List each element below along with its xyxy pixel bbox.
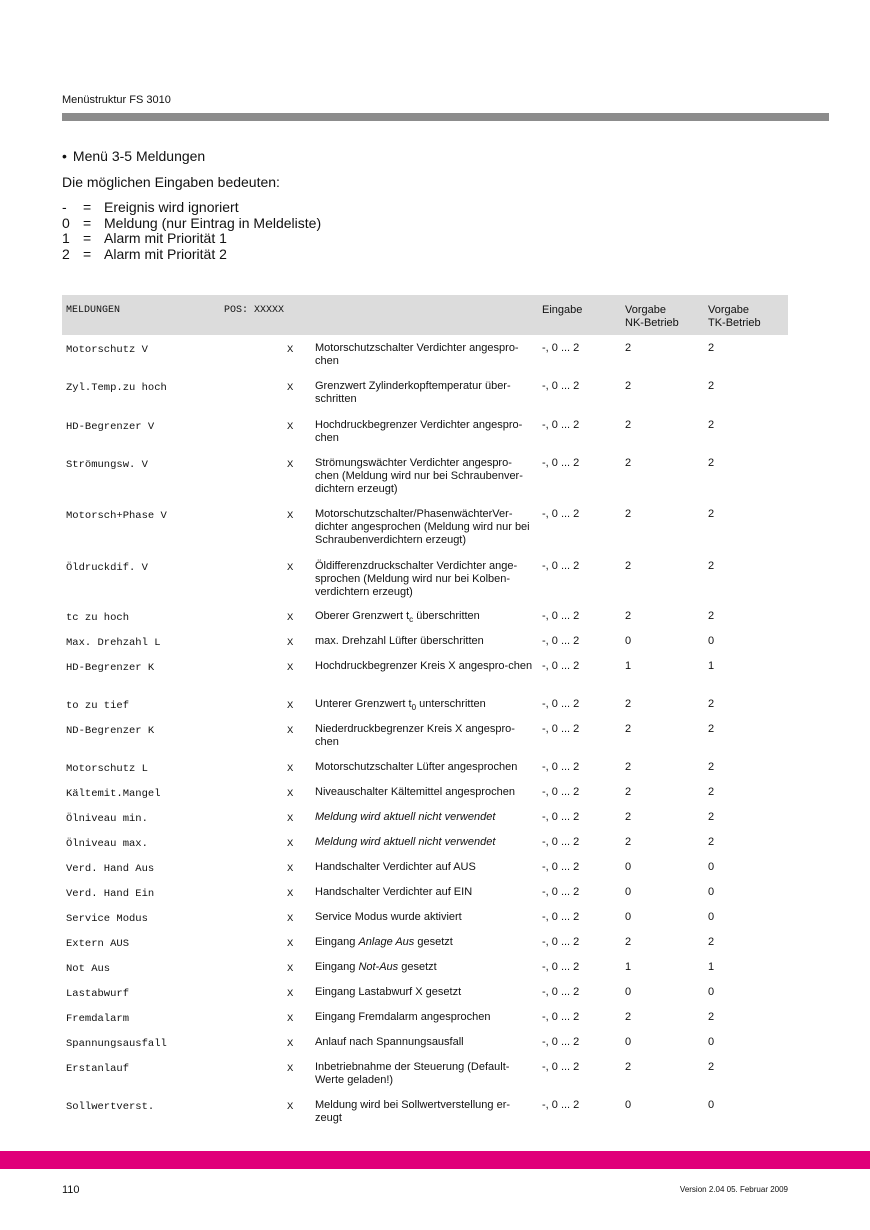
legend-list — [62, 200, 321, 262]
meldung-description: Motorschutzschalter Verdichter angespro-chen — [315, 342, 519, 367]
vorgabe-nk-value: 2 — [625, 508, 632, 520]
meldung-description: Inbetriebnahme der Steuerung (Default-Werte geladen!) — [315, 1061, 510, 1086]
vorgabe-tk-value: 0 — [708, 886, 715, 898]
pos-marker: X — [287, 700, 294, 712]
vorgabe-tk-value: 1 — [708, 660, 715, 672]
table-row — [62, 1092, 788, 1130]
vorgabe-nk-value: 1 — [625, 961, 632, 973]
header-meldungen: MELDUNGEN — [66, 305, 121, 316]
description-prefix: Unterer Grenzwert t — [315, 698, 412, 710]
eingabe-value: -, 0 ... 2 — [542, 1011, 580, 1023]
vorgabe-nk-value: 0 — [625, 1099, 632, 1111]
meldung-description: Strömungswächter Verdichter angespro-chen (Meldung wird nur bei Schraubenver-dichtern erzeugt) — [315, 457, 523, 495]
meldung-description: Niveauschalter Kältemittel angesprochen — [315, 786, 515, 798]
vorgabe-tk-value: 2 — [708, 419, 715, 431]
pos-marker: X — [287, 963, 294, 975]
eingabe-value: -, 0 ... 2 — [542, 457, 580, 469]
meldung-name: to zu tief — [66, 700, 130, 712]
legend-text: Meldung (nur Eintrag in Meldeliste) — [104, 214, 322, 231]
vorgabe-nk-value: 2 — [625, 419, 632, 431]
table-row — [62, 879, 788, 904]
pos-marker: X — [287, 637, 294, 649]
table-row — [62, 1029, 788, 1054]
vorgabe-nk-value: 2 — [625, 698, 632, 710]
vorgabe-tk-value: 2 — [708, 936, 715, 948]
legend-item — [62, 216, 321, 232]
meldung-name: Motorschutz V — [66, 344, 148, 356]
meldungen-table — [62, 295, 788, 1130]
meldung-name: Service Modus — [66, 913, 148, 925]
header-tk-line2: TK-Betrieb — [708, 317, 761, 329]
table-row — [62, 553, 788, 603]
vorgabe-nk-value: 2 — [625, 811, 632, 823]
table-row — [62, 954, 788, 979]
meldung-description: Öldifferenzdruckschalter Verdichter ange-sprochen (Meldung wird nur bei Kolben-verdichtern erzeugt) — [315, 560, 518, 598]
legend-equals: = — [83, 214, 92, 231]
page-number: 110 — [62, 1184, 80, 1196]
meldung-description: Meldung wird bei Sollwertverstellung er-zeugt — [315, 1099, 511, 1124]
meldung-description: Eingang Fremdalarm angesprochen — [315, 1011, 491, 1023]
legend-text: Alarm mit Priorität 1 — [104, 230, 227, 246]
pos-marker: X — [287, 838, 294, 850]
legend-code: - — [62, 199, 67, 215]
pos-marker: X — [287, 1101, 294, 1113]
legend-item — [62, 200, 321, 216]
vorgabe-nk-value: 0 — [625, 861, 632, 873]
eingabe-value: -, 0 ... 2 — [542, 560, 580, 572]
vorgabe-tk-value: 2 — [708, 560, 715, 572]
meldung-description: Anlauf nach Spannungsausfall — [315, 1036, 464, 1048]
table-row — [62, 854, 788, 879]
document-header-title: Menüstruktur FS 3010 — [62, 94, 171, 106]
meldung-description: Eingang Lastabwurf X gesetzt — [315, 986, 462, 998]
meldung-name: Not Aus — [66, 963, 111, 975]
vorgabe-tk-value: 2 — [708, 508, 715, 520]
vorgabe-tk-value: 0 — [708, 911, 715, 923]
meldung-name: tc zu hoch — [66, 612, 130, 624]
vorgabe-nk-value: 2 — [625, 1061, 632, 1073]
vorgabe-tk-value: 0 — [708, 861, 715, 873]
vorgabe-nk-value: 2 — [625, 457, 632, 469]
meldung-description: Handschalter Verdichter auf EIN — [315, 886, 473, 898]
meldung-description — [315, 836, 535, 849]
vorgabe-tk-value: 2 — [708, 610, 715, 622]
pos-marker: X — [287, 888, 294, 900]
table-row — [62, 904, 788, 929]
meldung-name: Öldruckdif. V — [66, 562, 148, 574]
table-row — [62, 1004, 788, 1029]
eingabe-value: -, 0 ... 2 — [542, 1036, 580, 1048]
meldung-name: Zyl.Temp.zu hoch — [66, 382, 167, 394]
vorgabe-tk-value: 2 — [708, 811, 715, 823]
meldung-description — [315, 936, 535, 949]
description-suffix: unterschritten — [416, 698, 486, 710]
eingabe-value: -, 0 ... 2 — [542, 986, 580, 998]
vorgabe-tk-value: 0 — [708, 1036, 715, 1048]
pos-marker: X — [287, 421, 294, 433]
eingabe-value: -, 0 ... 2 — [542, 419, 580, 431]
vorgabe-tk-value: 0 — [708, 1099, 715, 1111]
meldung-name: ND-Begrenzer K — [66, 725, 155, 737]
header-pos: POS: XXXXX — [224, 305, 285, 316]
pos-marker: X — [287, 562, 294, 574]
vorgabe-tk-value: 2 — [708, 380, 715, 392]
description-italic: Meldung wird aktuell nicht verwendet — [315, 811, 496, 823]
vorgabe-nk-value: 0 — [625, 911, 632, 923]
meldung-name: Spannungsausfall — [66, 1038, 167, 1050]
table-row — [62, 412, 788, 450]
vorgabe-tk-value: 2 — [708, 723, 715, 735]
eingabe-value: -, 0 ... 2 — [542, 836, 580, 848]
pos-marker: X — [287, 1063, 294, 1075]
meldung-description — [315, 698, 535, 714]
meldung-description: Handschalter Verdichter auf AUS — [315, 861, 476, 873]
description-prefix: Eingang — [315, 961, 359, 973]
table-row — [62, 779, 788, 804]
eingabe-value: -, 0 ... 2 — [542, 936, 580, 948]
meldung-name: Motorsch+Phase V — [66, 510, 167, 522]
meldung-description: Motorschutzschalter/PhasenwächterVer-dichter angesprochen (Meldung wird nur bei Schraubenverdichtern erzeugt) — [315, 508, 530, 546]
vorgabe-tk-value: 1 — [708, 961, 715, 973]
pos-marker: X — [287, 459, 294, 471]
section-title-text: Menü 3-5 Meldungen — [72, 148, 206, 164]
vorgabe-tk-value: 0 — [708, 635, 715, 647]
meldung-name: Fremdalarm — [66, 1013, 130, 1025]
pos-marker: X — [287, 725, 294, 737]
vorgabe-nk-value: 0 — [625, 1036, 632, 1048]
description-emphasis: Anlage Aus — [358, 936, 415, 948]
meldung-description: Motorschutzschalter Lüfter angesprochen — [315, 761, 518, 773]
meldung-description: Hochdruckbegrenzer Kreis X angespro-chen — [315, 660, 533, 672]
legend-code: 2 — [62, 245, 70, 262]
pos-marker: X — [287, 863, 294, 875]
vorgabe-tk-value: 0 — [708, 986, 715, 998]
legend-item — [62, 231, 321, 247]
eingabe-value: -, 0 ... 2 — [542, 911, 580, 923]
vorgabe-tk-value: 2 — [708, 342, 715, 354]
header-nk-line2: NK-Betrieb — [625, 317, 679, 329]
table-row — [62, 373, 788, 412]
vorgabe-tk-value: 2 — [708, 836, 715, 848]
vorgabe-tk-value: 2 — [708, 1011, 715, 1023]
eingabe-value: -, 0 ... 2 — [542, 723, 580, 735]
vorgabe-nk-value: 2 — [625, 786, 632, 798]
legend-equals: = — [83, 230, 92, 246]
pos-marker: X — [287, 913, 294, 925]
eingabe-value: -, 0 ... 2 — [542, 1061, 580, 1073]
vorgabe-nk-value: 2 — [625, 761, 632, 773]
table-row — [62, 628, 788, 653]
pos-marker: X — [287, 813, 294, 825]
vorgabe-nk-value: 1 — [625, 660, 632, 672]
legend-equals: = — [83, 199, 92, 215]
table-row — [62, 1054, 788, 1092]
meldung-description — [315, 610, 535, 626]
table-header — [62, 295, 788, 335]
header-vorgabe-nk — [625, 304, 679, 330]
pos-marker: X — [287, 1013, 294, 1025]
description-prefix: Eingang — [315, 936, 359, 948]
meldung-description: Service Modus wurde aktiviert — [315, 911, 462, 923]
vorgabe-nk-value: 0 — [625, 986, 632, 998]
table-row — [62, 979, 788, 1004]
eingabe-value: -, 0 ... 2 — [542, 961, 580, 973]
table-row — [62, 804, 788, 829]
header-vorgabe-tk — [708, 304, 761, 330]
pos-marker: X — [287, 988, 294, 1000]
description-prefix: Oberer Grenzwert t — [315, 610, 410, 622]
eingabe-value: -, 0 ... 2 — [542, 610, 580, 622]
vorgabe-nk-value: 2 — [625, 836, 632, 848]
section-title — [62, 148, 205, 164]
vorgabe-tk-value: 2 — [708, 786, 715, 798]
meldung-name: Erstanlauf — [66, 1063, 130, 1075]
table-row — [62, 716, 788, 754]
vorgabe-tk-value: 2 — [708, 457, 715, 469]
vorgabe-nk-value: 2 — [625, 342, 632, 354]
vorgabe-nk-value: 0 — [625, 886, 632, 898]
meldung-description: Niederdruckbegrenzer Kreis X angespro-chen — [315, 723, 515, 748]
pos-marker: X — [287, 662, 294, 674]
eingabe-value: -, 0 ... 2 — [542, 886, 580, 898]
eingabe-value: -, 0 ... 2 — [542, 761, 580, 773]
vorgabe-nk-value: 2 — [625, 1011, 632, 1023]
eingabe-value: -, 0 ... 2 — [542, 786, 580, 798]
eingabe-value: -, 0 ... 2 — [542, 660, 580, 672]
description-subscript: c — [409, 615, 414, 625]
meldung-name: HD-Begrenzer V — [66, 421, 155, 433]
vorgabe-nk-value: 2 — [625, 936, 632, 948]
description-emphasis: Not-Aus — [358, 961, 399, 973]
eingabe-value: -, 0 ... 2 — [542, 698, 580, 710]
eingabe-value: -, 0 ... 2 — [542, 342, 580, 354]
meldung-name: Max. Drehzahl L — [66, 637, 161, 649]
table-row — [62, 501, 788, 553]
eingabe-value: -, 0 ... 2 — [542, 380, 580, 392]
description-suffix: überschritten — [413, 610, 480, 622]
header-tk-line1: Vorgabe — [708, 304, 749, 316]
header-eingabe: Eingabe — [542, 304, 583, 316]
pos-marker: X — [287, 382, 294, 394]
eingabe-value: -, 0 ... 2 — [542, 508, 580, 520]
meldung-name: Ölniveau max. — [66, 838, 148, 850]
meldung-name: Strömungsw. V — [66, 459, 148, 471]
intro-text: Die möglichen Eingaben bedeuten: — [62, 174, 280, 190]
table-row — [62, 603, 788, 628]
legend-text: Alarm mit Priorität 2 — [104, 245, 227, 262]
vorgabe-nk-value: 2 — [625, 560, 632, 572]
vorgabe-tk-value: 2 — [708, 761, 715, 773]
vorgabe-nk-value: 2 — [625, 380, 632, 392]
meldung-name: Sollwertverst. — [66, 1101, 155, 1113]
vorgabe-nk-value: 2 — [625, 723, 632, 735]
table-row — [62, 829, 788, 854]
legend-equals: = — [83, 245, 92, 262]
table-row — [62, 754, 788, 779]
description-italic: Meldung wird aktuell nicht verwendet — [315, 836, 496, 848]
meldung-name: Ölniveau min. — [66, 813, 148, 825]
meldung-description — [315, 811, 535, 824]
legend-text: Ereignis wird ignoriert — [104, 199, 239, 215]
meldung-name: Extern AUS — [66, 938, 130, 950]
table-row — [62, 653, 788, 691]
meldung-name: Verd. Hand Aus — [66, 863, 155, 875]
eingabe-value: -, 0 ... 2 — [542, 861, 580, 873]
pos-marker: X — [287, 788, 294, 800]
pos-marker: X — [287, 344, 294, 356]
legend-code: 0 — [62, 214, 70, 231]
bullet-icon: • — [62, 148, 67, 164]
header-nk-line1: Vorgabe — [625, 304, 666, 316]
pos-marker: X — [287, 510, 294, 522]
eingabe-value: -, 0 ... 2 — [542, 635, 580, 647]
description-suffix: gesetzt — [414, 936, 453, 948]
pos-marker: X — [287, 612, 294, 624]
eingabe-value: -, 0 ... 2 — [542, 1099, 580, 1111]
table-row — [62, 450, 788, 501]
pos-marker: X — [287, 938, 294, 950]
vorgabe-nk-value: 2 — [625, 610, 632, 622]
meldung-name: Verd. Hand Ein — [66, 888, 155, 900]
meldung-description: max. Drehzahl Lüfter überschritten — [315, 635, 484, 647]
meldung-name: Lastabwurf — [66, 988, 130, 1000]
table-body — [62, 335, 788, 1130]
pos-marker: X — [287, 763, 294, 775]
header-rule — [62, 113, 829, 121]
table-row — [62, 691, 788, 716]
description-subscript: 0 — [411, 703, 417, 713]
vorgabe-tk-value: 2 — [708, 1061, 715, 1073]
meldung-name: HD-Begrenzer K — [66, 662, 155, 674]
meldung-description: Grenzwert Zylinderkopftemperatur über-schritten — [315, 380, 511, 405]
eingabe-value: -, 0 ... 2 — [542, 811, 580, 823]
vorgabe-nk-value: 0 — [625, 635, 632, 647]
meldung-description: Hochdruckbegrenzer Verdichter angespro-chen — [315, 419, 523, 444]
vorgabe-tk-value: 2 — [708, 698, 715, 710]
description-suffix: gesetzt — [398, 961, 437, 973]
legend-code: 1 — [62, 230, 70, 246]
meldung-description — [315, 961, 535, 974]
table-row — [62, 335, 788, 373]
legend-item — [62, 247, 321, 263]
footer-accent-bar — [0, 1151, 870, 1169]
meldung-name: Kältemit.Mangel — [66, 788, 161, 800]
table-row — [62, 929, 788, 954]
meldung-name: Motorschutz L — [66, 763, 148, 775]
version-info: Version 2.04 05. Februar 2009 — [679, 1185, 788, 1194]
pos-marker: X — [287, 1038, 294, 1050]
